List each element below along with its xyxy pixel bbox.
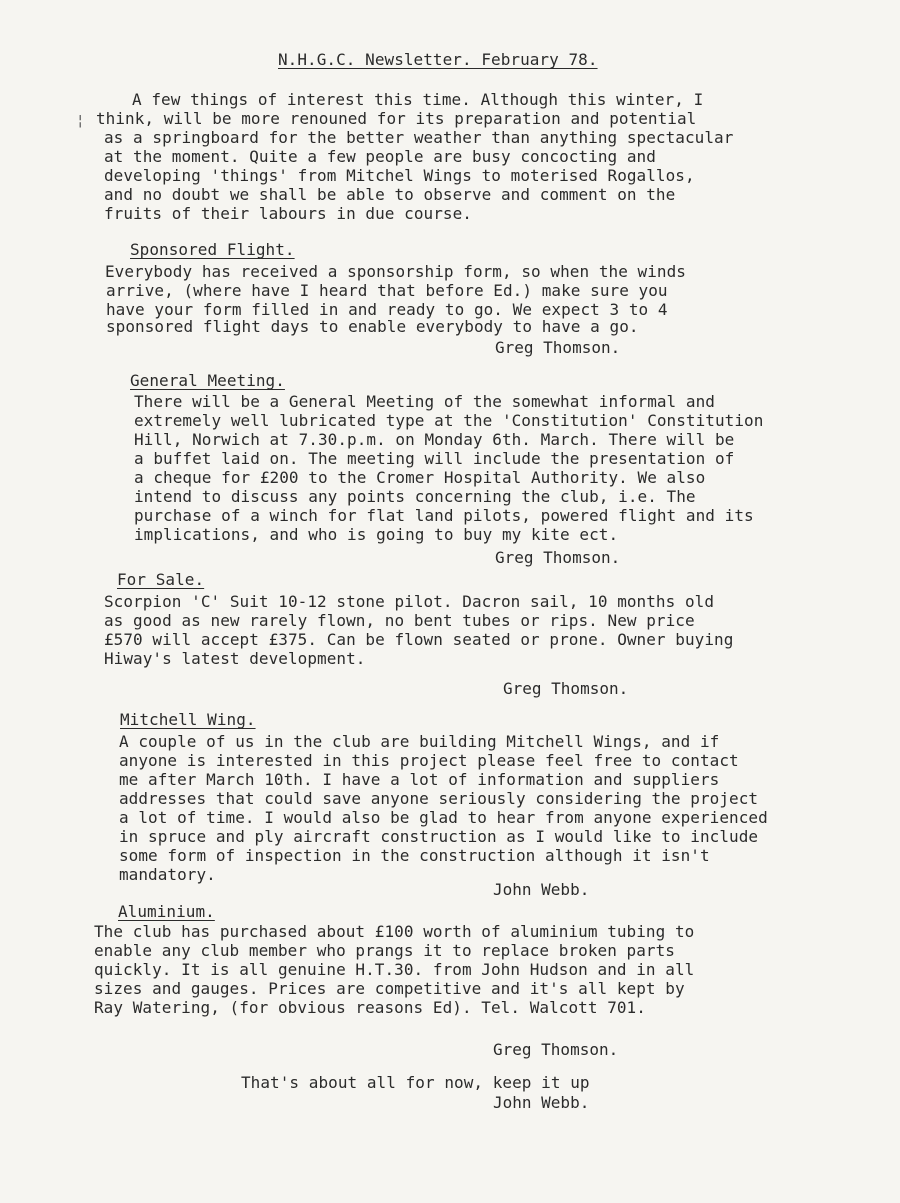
section-signature: Greg Thomson.	[493, 1040, 619, 1059]
newsletter-title: N.H.G.C. Newsletter. February 78.	[278, 50, 598, 69]
section-line: a buffet laid on. The meeting will include the presentation of	[134, 449, 735, 468]
section-line: anyone is interested in this project please feel free to contact	[119, 751, 739, 770]
section-line: intend to discuss any points concerning the club, i.e. The	[134, 487, 696, 506]
section-line: me after March 10th. I have a lot of information and suppliers	[119, 770, 720, 789]
section-line: There will be a General Meeting of the somewhat informal and	[134, 392, 715, 411]
intro-line: A few things of interest this time. Although this winter, I	[132, 90, 704, 109]
section-line: quickly. It is all genuine H.T.30. from John Hudson and in all	[94, 960, 695, 979]
section-line: sponsored flight days to enable everybody to have a go.	[106, 317, 639, 336]
section-line: some form of inspection in the construction although it isn't	[119, 846, 710, 865]
section-line: Ray Watering, (for obvious reasons Ed). Tel. Walcott 701.	[94, 998, 646, 1017]
section-line: mandatory.	[119, 865, 216, 884]
section-line: as good as new rarely flown, no bent tubes or rips. New price	[104, 611, 695, 630]
intro-line: developing 'things' from Mitchel Wings to moterised Rogallos,	[104, 166, 695, 185]
section-signature: Greg Thomson.	[495, 338, 621, 357]
section-heading-sponsored-flight: Sponsored Flight.	[130, 240, 295, 259]
intro-line: and no doubt we shall be able to observe and comment on the	[104, 185, 676, 204]
section-line: The club has purchased about £100 worth of aluminium tubing to	[94, 922, 695, 941]
section-line: extremely well lubricated type at the 'Constitution' Constitution	[134, 411, 764, 430]
section-line: enable any club member who prangs it to replace broken parts	[94, 941, 675, 960]
section-heading-general-meeting: General Meeting.	[130, 371, 285, 390]
section-signature: Greg Thomson.	[495, 548, 621, 567]
section-line: Everybody has received a sponsorship form, so when the winds	[105, 262, 686, 281]
intro-line: think, will be more renouned for its preparation and potential	[96, 109, 697, 128]
section-heading-mitchell-wing: Mitchell Wing.	[120, 710, 256, 729]
section-line: sizes and gauges. Prices are competitive and it's all kept by	[94, 979, 685, 998]
margin-mark: ¦	[76, 113, 85, 129]
closing-signature: John Webb.	[493, 1093, 590, 1112]
section-signature: Greg Thomson.	[503, 679, 629, 698]
section-line: have your form filled in and ready to go. We expect 3 to 4	[106, 300, 668, 319]
section-line: Hiway's latest development.	[104, 649, 366, 668]
section-line: in spruce and ply aircraft construction as I would like to include	[119, 827, 759, 846]
section-heading-aluminium: Aluminium.	[118, 902, 215, 921]
section-signature: John Webb.	[493, 880, 590, 899]
section-line: a cheque for £200 to the Cromer Hospital Authority. We also	[134, 468, 706, 487]
section-line: A couple of us in the club are building Mitchell Wings, and if	[119, 732, 720, 751]
intro-line: as a springboard for the better weather than anything spectacular	[104, 128, 734, 147]
section-line: Scorpion 'C' Suit 10-12 stone pilot. Dacron sail, 10 months old	[104, 592, 715, 611]
section-line: implications, and who is going to buy my kite ect.	[134, 525, 619, 544]
section-line: Hill, Norwich at 7.30.p.m. on Monday 6th. March. There will be	[134, 430, 735, 449]
closing-line: That's about all for now, keep it up	[241, 1073, 590, 1092]
intro-line: at the moment. Quite a few people are busy concocting and	[104, 147, 656, 166]
section-heading-for-sale: For Sale.	[117, 570, 205, 589]
intro-line: fruits of their labours in due course.	[104, 204, 472, 223]
section-line: £570 will accept £375. Can be flown seated or prone. Owner buying	[104, 630, 734, 649]
section-line: addresses that could save anyone seriously considering the project	[119, 789, 759, 808]
section-line: arrive, (where have I heard that before Ed.) make sure you	[106, 281, 668, 300]
section-line: a lot of time. I would also be glad to hear from anyone experienced	[119, 808, 768, 827]
section-line: purchase of a winch for flat land pilots, powered flight and its	[134, 506, 754, 525]
